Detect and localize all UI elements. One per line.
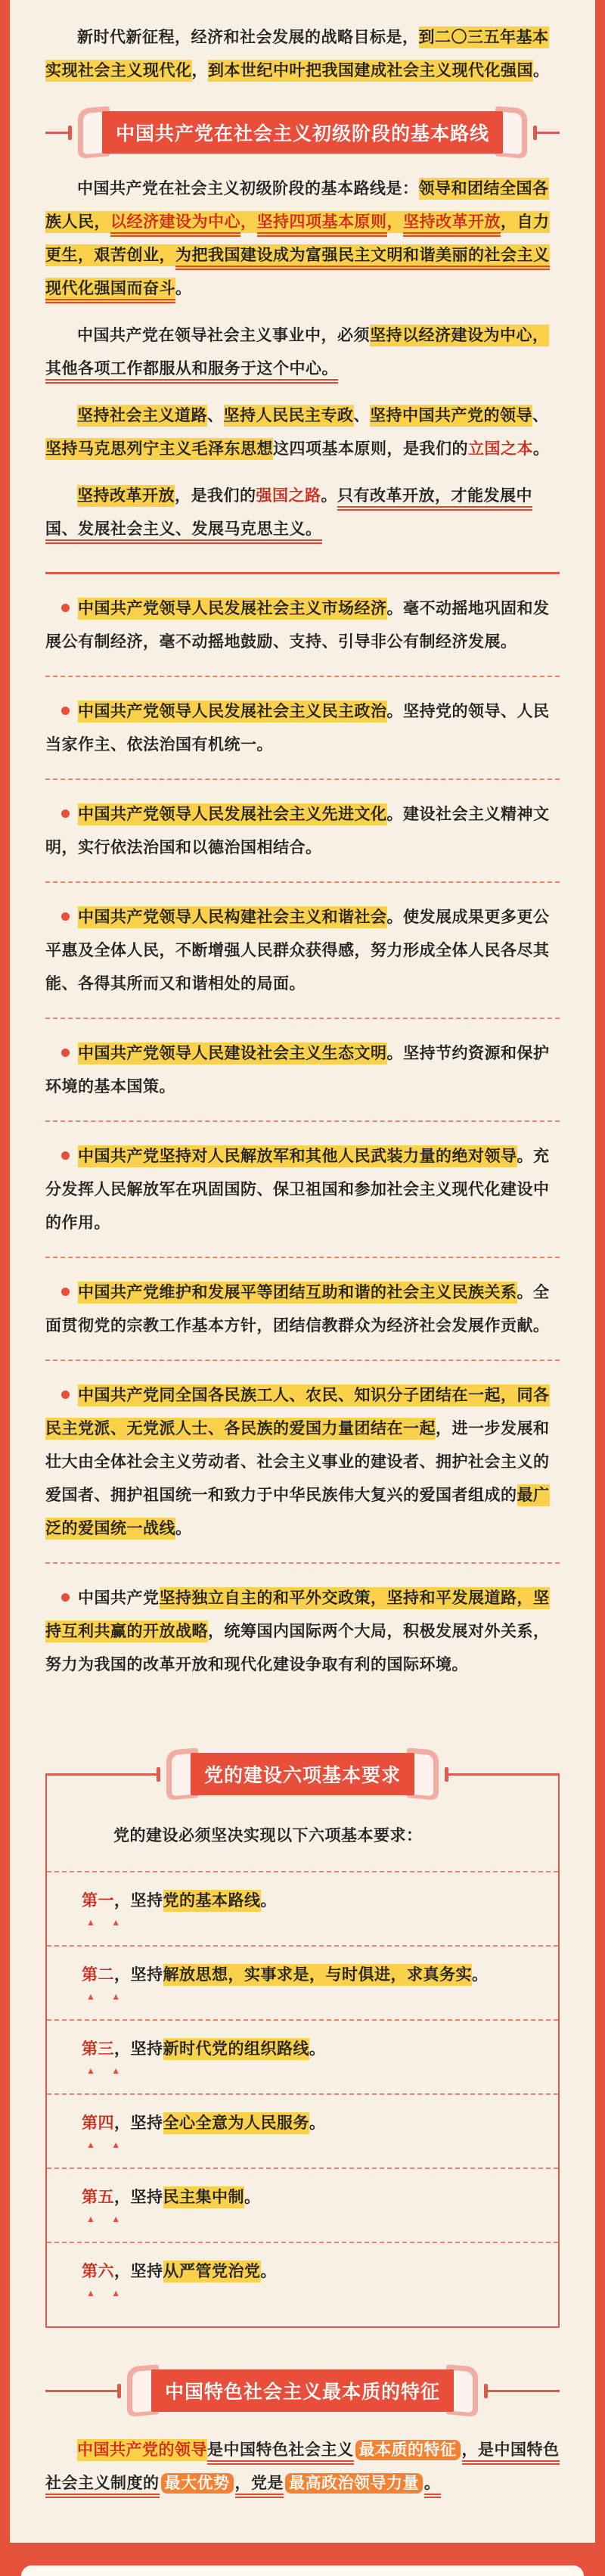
list-item xyxy=(45,1018,560,1120)
list-item xyxy=(45,881,560,1018)
text-segment: 第四 xyxy=(82,2115,114,2132)
text-segment: 坚持人民民主专政 xyxy=(224,405,354,427)
text-segment: ，是中国特色社会主义制度的 xyxy=(45,2441,560,2498)
text-segment: ，坚持 xyxy=(114,2040,163,2058)
text-segment: 中国共产党坚持对人民解放军和其他人民武装力量的绝对领导 xyxy=(78,1145,517,1167)
text-segment: 中国共产党领导人民构建社会主义和谐社会 xyxy=(78,906,387,928)
text-segment: ，坚持 xyxy=(114,1966,163,1984)
text-segment: 、 xyxy=(353,407,370,424)
text-segment: ，坚持 xyxy=(114,2263,163,2280)
text-segment: 中国共产党领导人民发展社会主义先进文化 xyxy=(78,803,387,825)
banner-line-right xyxy=(533,132,560,134)
list-item xyxy=(47,2093,558,2167)
list-item xyxy=(45,574,560,676)
text-segment: 这四项基本原则，是我们的 xyxy=(273,440,468,458)
text-segment: 第二 xyxy=(82,1966,114,1984)
text-segment: 以经济建设为中心 xyxy=(110,211,240,237)
text-segment: 解放思想，实事求是，与时俱进，求真务实 xyxy=(163,1964,473,1986)
text-segment: 新时代新征程，经济和社会发展的战略目标是， xyxy=(77,29,419,46)
list-item xyxy=(45,1120,560,1257)
text-segment: 领导和团结全国各族人民， xyxy=(45,178,549,233)
text-segment: 坚持以经济建设为中心， xyxy=(370,325,549,346)
text-segment: 第五 xyxy=(82,2189,114,2206)
poster-content xyxy=(10,0,595,2543)
text-segment: 。坚持节约资源和保护环境的基本国策。 xyxy=(45,1045,550,1095)
text-segment: 坚持中国共产党的领导 xyxy=(370,405,532,427)
text-segment: 为把我国建设成为富强民主文明和谐美丽的社会主义现代化强国而奋斗 xyxy=(45,244,550,303)
next-card-peek xyxy=(21,2565,584,2576)
text-segment: 。全面贯彻党的宗教工作基本方针，团结信教群众为经济社会发展作贡献。 xyxy=(45,1284,550,1335)
text-segment: ，坚持 xyxy=(114,1892,163,1909)
text-segment: 全心全意为人民服务 xyxy=(163,2112,310,2134)
text-segment: ， xyxy=(240,211,257,233)
text-segment: 中国共产党的领导 xyxy=(77,2439,207,2461)
text-segment: 坚持独立自主的和平外交政策，坚持和平发展道路，坚持互利共赢的开放战略 xyxy=(45,1587,550,1642)
text-segment: 。坚持党的领导、人民当家作主、依法治国有机统一。 xyxy=(45,703,550,754)
banner-line-right xyxy=(484,2390,560,2392)
text-segment: 。充分发挥人民解放军在巩固国防、保卫祖国和参加社会主义现代化建设中的作用。 xyxy=(45,1148,550,1232)
banner-line-left xyxy=(45,1773,160,1776)
text-segment: 。 xyxy=(424,2475,441,2498)
text-segment: ，坚持 xyxy=(114,2189,163,2206)
four-principles-paragraph xyxy=(45,399,560,466)
text-segment: 第一 xyxy=(82,1892,114,1909)
section3-banner xyxy=(45,2361,560,2420)
text-segment: 中国共产党在领导社会主义事业中，必须 xyxy=(77,327,370,344)
text-segment: 中国共产党同全国各民族工人、农民、知识分子团结在一起，同各民主党派、无党派人士、各民族的爱国力量团结在一起 xyxy=(45,1384,550,1440)
text-segment: 。 xyxy=(533,440,550,458)
text-segment: ，是我们的 xyxy=(175,487,256,505)
list-item xyxy=(45,676,560,778)
list-item xyxy=(45,1359,560,1562)
text-segment: ， xyxy=(191,62,208,79)
basic-line-paragraph xyxy=(45,172,560,306)
text-segment: 只有改革开放，才能发展中国、发展社会主义、发展马克思主义。 xyxy=(45,487,532,544)
text-segment: 坚持社会主义道路 xyxy=(77,405,207,427)
text-segment: 民主集中制 xyxy=(163,2186,245,2208)
text-segment: 。 xyxy=(244,2189,261,2206)
text-segment: 。 xyxy=(260,1892,277,1909)
text-segment: ，自力更生，艰苦创业， xyxy=(45,211,550,266)
text-segment: 中国共产党 xyxy=(78,1589,160,1607)
text-segment: 第三 xyxy=(82,2040,114,2058)
text-segment: 。建设社会主义精神文明，实行依法治国和以德治国相结合。 xyxy=(45,806,550,856)
text-segment: ， xyxy=(387,211,404,233)
reform-opening-paragraph xyxy=(45,480,560,546)
text-segment: 坚持改革开放 xyxy=(77,485,175,507)
text-segment: 党的基本路线 xyxy=(163,1890,261,1912)
text-segment: 立国之本 xyxy=(468,440,533,458)
text-segment: 。 xyxy=(533,62,550,79)
banner-line-right xyxy=(445,1773,560,1776)
list-item xyxy=(45,778,560,881)
leadership-bullet-list xyxy=(45,574,560,1698)
requirements-intro xyxy=(82,1819,523,1853)
text-segment: 最广泛的爱国统一战线 xyxy=(45,1484,550,1540)
text-segment: 。 xyxy=(175,280,192,297)
text-segment: ，进一步发展和壮大由全体社会主义劳动者、社会主义事业的建设者、拥护社会主义的爱国者、拥护祖国统一和致力于中华民族伟大复兴的爱国者组成的 xyxy=(45,1420,550,1504)
text-segment: 、 xyxy=(532,407,549,424)
banner-title: 中国特色社会主义最本质的特征 xyxy=(151,2369,454,2412)
text-segment: 。 xyxy=(309,2040,326,2058)
list-item xyxy=(47,1945,558,2019)
text-segment: 其他各项工作都服从和服务于这个中心。 xyxy=(45,360,338,384)
banner-title: 中国共产党在社会主义初级阶段的基本路线 xyxy=(102,111,503,154)
list-item xyxy=(47,2019,558,2093)
intro-paragraph xyxy=(45,21,560,88)
text-segment: 中国共产党领导人民建设社会主义生态文明 xyxy=(78,1043,387,1064)
list-item xyxy=(45,1562,560,1698)
list-item xyxy=(47,1871,558,1945)
text-segment: 是中国特色社会主义 xyxy=(207,2441,354,2465)
text-segment: ，坚持 xyxy=(114,2115,163,2132)
bottom-band xyxy=(0,2543,605,2576)
text-segment: 最本质的特征 xyxy=(355,2440,461,2460)
text-segment: 最大优势 xyxy=(161,2473,234,2494)
text-segment: 中国共产党维护和发展平等团结互助和谐的社会主义民族关系 xyxy=(78,1282,517,1304)
requirements-list xyxy=(82,1871,523,2316)
text-segment: 。 xyxy=(260,2263,277,2280)
text-segment: 。 xyxy=(309,2115,326,2132)
text-segment: 。 xyxy=(321,487,337,505)
list-item xyxy=(47,2242,558,2316)
list-item xyxy=(47,2167,558,2242)
text-segment: 到本世纪中叶把我国建成社会主义现代化强国 xyxy=(208,60,533,82)
text-segment: 坚持四项基本原则 xyxy=(257,211,387,237)
text-segment: ，党是 xyxy=(235,2475,284,2498)
banner-line-left xyxy=(45,132,72,134)
text-segment: 强国之路 xyxy=(256,487,321,505)
text-segment: 党的建设必须坚决实现以下六项基本要求： xyxy=(113,1827,423,1844)
text-segment: 坚持马克思列宁主义毛泽东思想 xyxy=(45,438,273,460)
text-segment: 到二〇三五年基本实现社会主义现代化 xyxy=(45,26,549,82)
list-item xyxy=(45,1257,560,1359)
text-segment: 坚持改革开放 xyxy=(403,211,501,237)
text-segment: 。使发展成果更多更公平惠及全体人民，不断增强人民群众获得感，努力形成全体人民各尽其能、各得其所而又和谐相处的局面。 xyxy=(45,909,550,993)
banner-line-left xyxy=(45,2390,121,2392)
essential-feature-paragraph xyxy=(45,2434,560,2500)
text-segment: 中国共产党在社会主义初级阶段的基本路线是： xyxy=(77,180,419,197)
text-segment: 最高政治领导力量 xyxy=(285,2473,423,2494)
economy-center-paragraph xyxy=(45,319,560,386)
text-segment: 、 xyxy=(207,407,224,424)
text-segment: 中国共产党领导人民发展社会主义民主政治 xyxy=(78,701,387,722)
text-segment: 。毫不动摇地巩固和发展公有制经济，毫不动摇地鼓励、支持、引导非公有制经济发展。 xyxy=(45,600,550,651)
text-segment: 。 xyxy=(472,1966,489,1984)
section1-banner xyxy=(45,103,560,162)
text-segment: 第六 xyxy=(82,2263,114,2280)
text-segment: 从严管党治党 xyxy=(163,2261,261,2282)
section2-banner xyxy=(45,1745,560,1804)
six-requirements-box xyxy=(45,1765,560,2328)
text-segment: ，统筹国内国际两个大局，积极发展对外关系，努力为我国的改革开放和现代化建设争取有利的国际环境。 xyxy=(45,1623,550,1673)
text-segment: 。 xyxy=(175,1520,192,1537)
text-segment: 中国共产党领导人民发展社会主义市场经济 xyxy=(78,598,387,620)
banner-title: 党的建设六项基本要求 xyxy=(191,1753,414,1795)
text-segment: 新时代党的组织路线 xyxy=(163,2038,310,2060)
